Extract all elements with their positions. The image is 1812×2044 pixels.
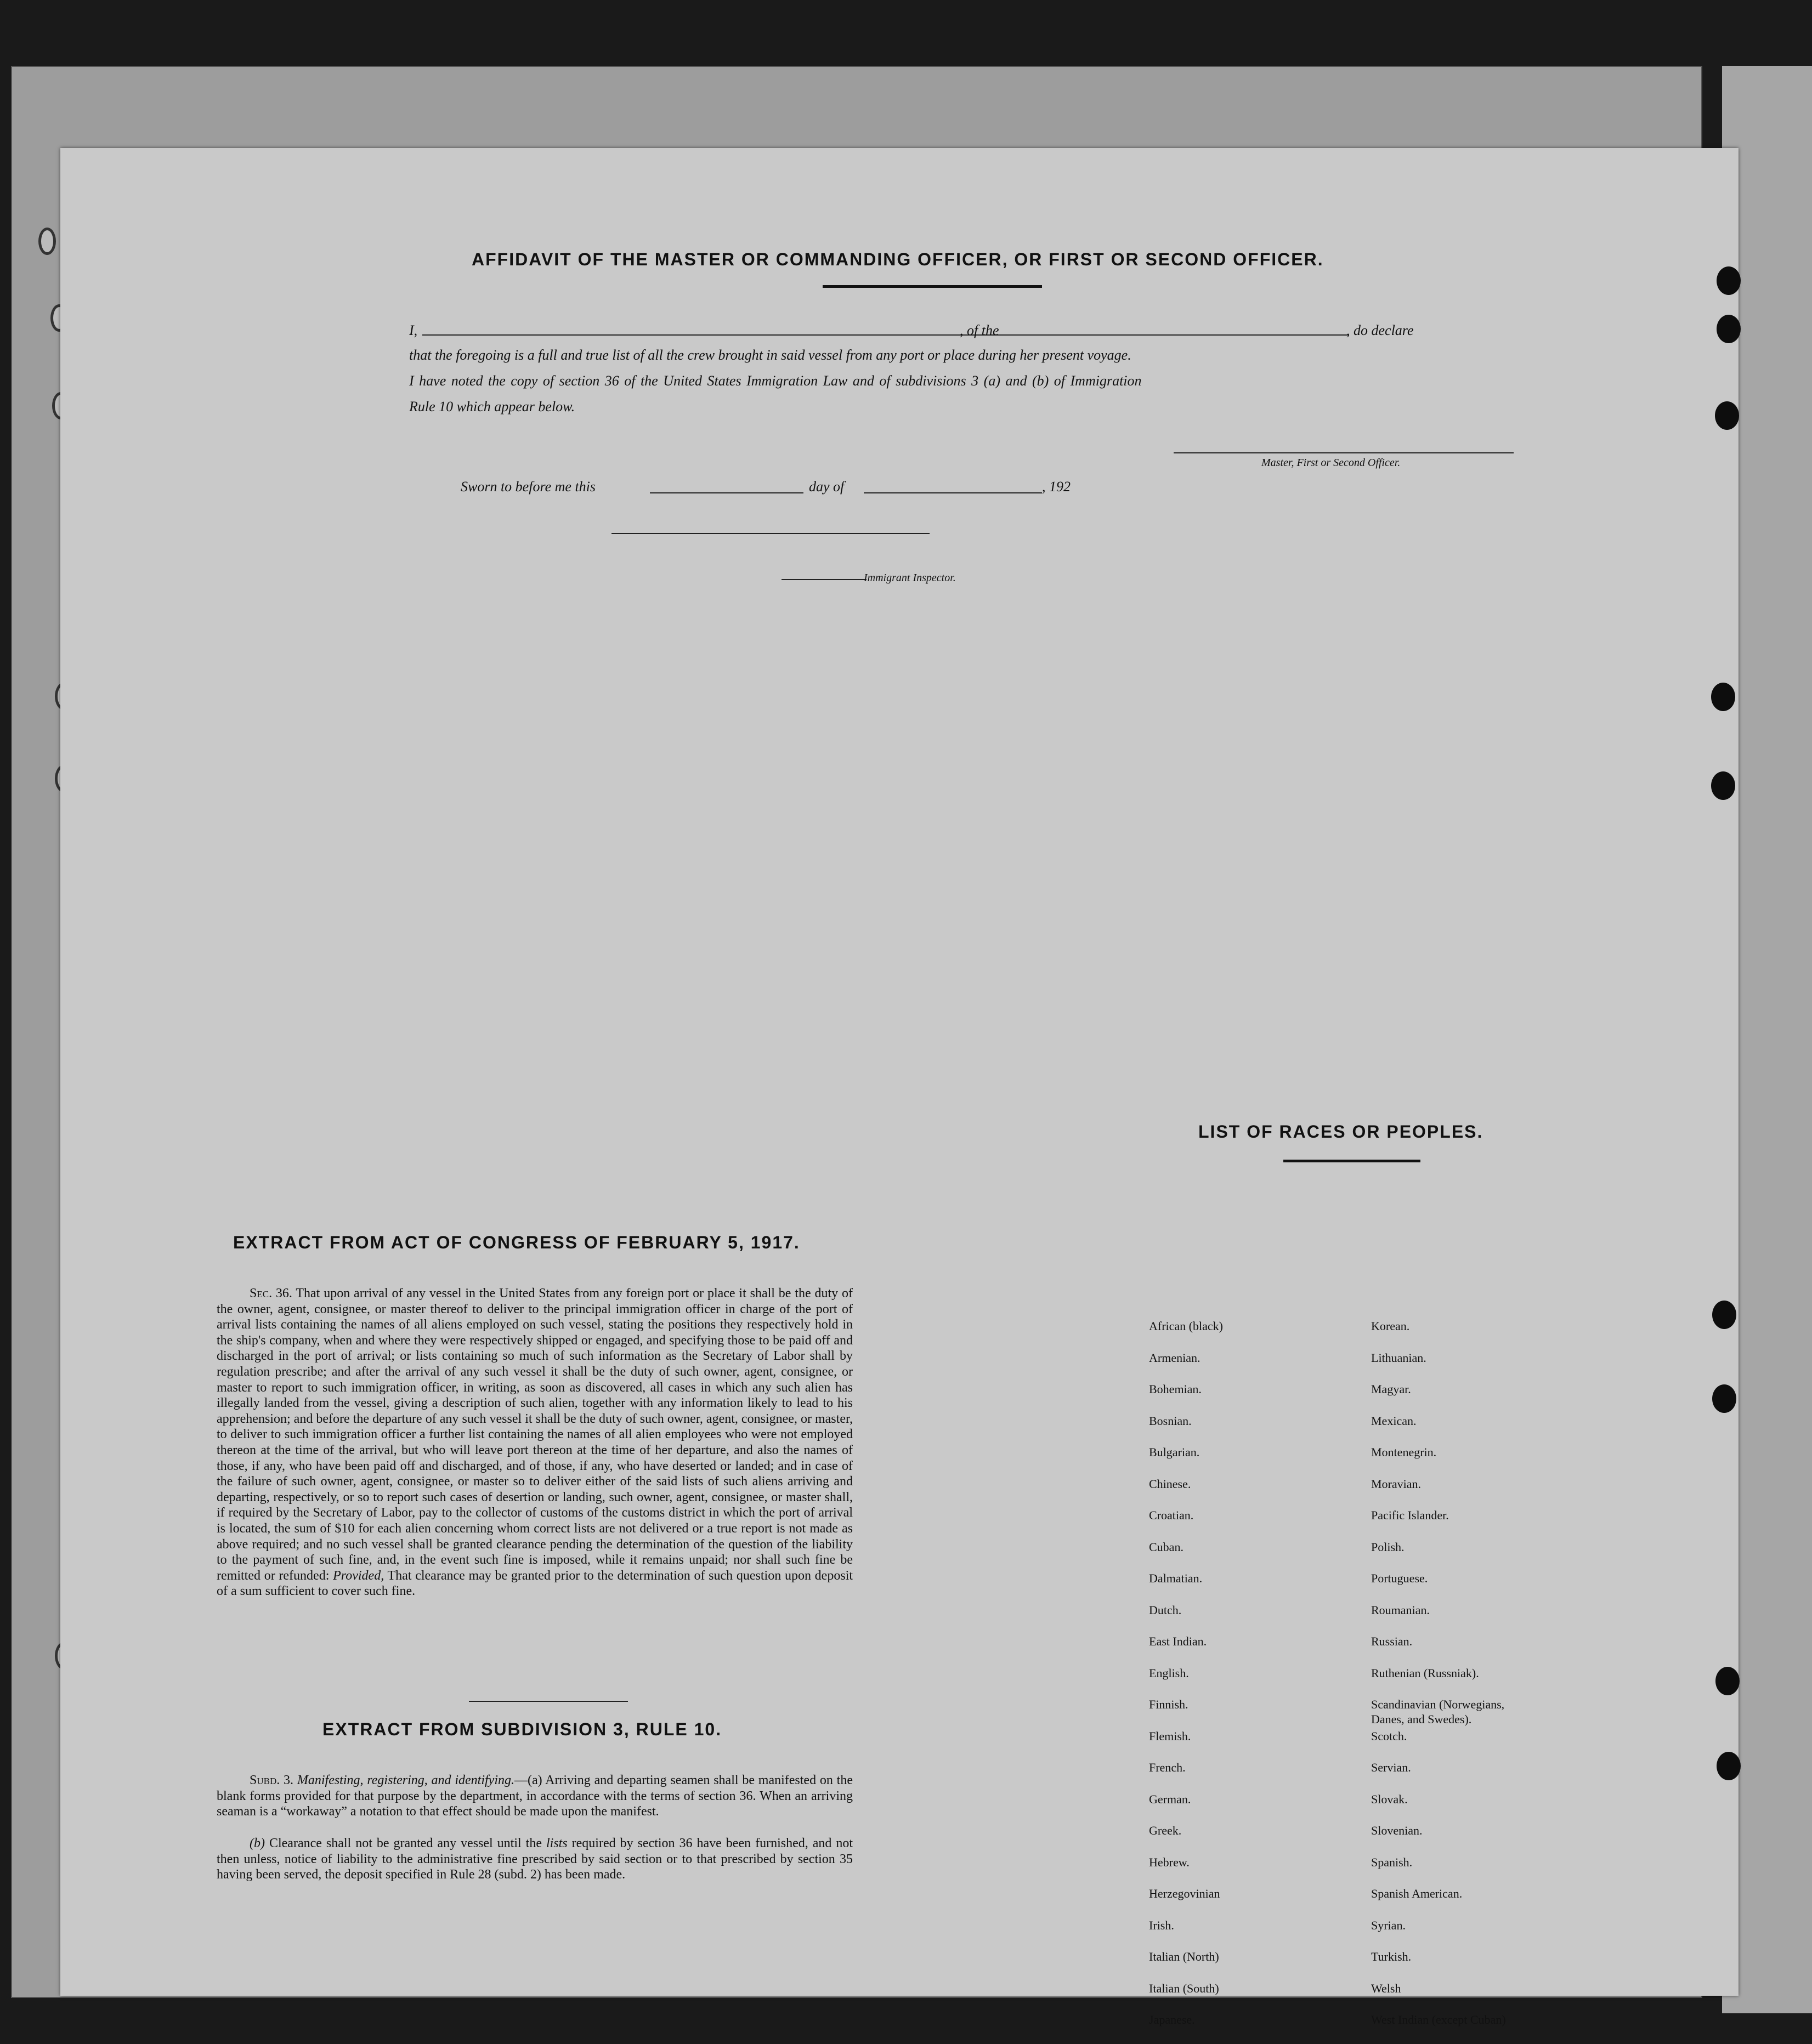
- extract2-title: EXTRACT FROM SUBDIVISION 3, RULE 10.: [322, 1719, 722, 1739]
- sworn-label: Sworn to before me this: [461, 479, 596, 495]
- vessel-blank[interactable]: [1015, 334, 1349, 336]
- section-36-body: That upon arrival of any vessel in the United States from any foreign port or place it shall be the duty of the owner, agent, consignee, or master thereof to deliver to the principal immigration officer in charge of the port of arrival lists containing the names of all aliens employed on such vessel, stating the positions they respectively hold in the ship's company, when and where they were respectively shipped or engaged, and specifying those to be paid off and discharged in the port of arrival; or lists containing so much of such information as the Secretary of Labor shall by regulation prescribe; and after the arrival of any such vessel it shall be the duty of such owner, agent, consignee, or master to report to such immigration officer, in writing, as soon as discovered, all cases in which any such alien has illegally landed from the vessel, giving a description of such alien, together with any information likely to lead to his apprehension; and before the departure of any such vessel it shall be the duty of such owner, agent, consignee, or master, to deliver to such immigration officer a further list containing the names of all alien employees who were not employed thereon at the time of the arrival, but who will leave port thereon at the time of her departure, and also the names of those, if any, who have been paid off and discharged, and of those, if any, who have deserted or landed; and in case of the failure of such owner, agent, consignee, or master so to deliver either of the said lists of such aliens arriving and departing, respectively, or so to report such cases of desertion or landing, such owner, agent, consignee, or master shall, if required by the Secretary of Labor, pay to the collector of customs of the customs district in which the port of arrival is located, the sum of $10 for each alien concerning whom correct lists are not delivered or a true report is not made as above required; and no such vessel shall be granted clearance pending the determination of the question of the liability to the payment of such fine, and, in the event such fine is imposed, while it remains unpaid; nor shall such fine be remitted or refunded:: [217, 1286, 853, 1583]
- race-item: Lithuanian.: [1371, 1350, 1426, 1365]
- race-item: Italian (North): [1149, 1950, 1219, 1963]
- race-item: West Indian (except Cuban): [1371, 2013, 1506, 2026]
- race-item: African (black): [1149, 1319, 1223, 1333]
- race-item: Spanish American.: [1371, 1887, 1463, 1900]
- section-36-text: [217, 1286, 853, 1599]
- race-item: Dutch.: [1149, 1603, 1182, 1617]
- punch-hole: [1717, 315, 1741, 343]
- race-item: Spanish.: [1371, 1855, 1413, 1869]
- inspector-label: Immigrant Inspector.: [864, 572, 956, 584]
- lists-word: lists: [546, 1836, 568, 1850]
- day-of-label: day of: [809, 479, 845, 495]
- race-item: Syrian.: [1371, 1918, 1406, 1932]
- affidavit-body-2: I have noted the copy of section 36 of the United States Immigration Law and of subdivisions 3 (a) and (b) of Immigration: [409, 373, 1142, 389]
- race-item: Bulgarian.: [1149, 1445, 1200, 1459]
- race-item: Turkish.: [1371, 1950, 1412, 1963]
- race-item: Pacific Islander.: [1371, 1508, 1449, 1522]
- master-signature-line[interactable]: [1174, 452, 1514, 453]
- subdivision-3-b-text: [217, 1836, 853, 1883]
- sworn-day-blank[interactable]: [650, 492, 803, 493]
- punch-hole: [1715, 1667, 1740, 1695]
- races-column-1: [1149, 1319, 1379, 2044]
- punch-hole: [1712, 1384, 1736, 1413]
- race-item: Polish.: [1371, 1540, 1405, 1554]
- b-label: (b): [250, 1836, 265, 1850]
- race-item: Herzegovinian: [1149, 1887, 1220, 1900]
- race-item: Mexican.: [1371, 1413, 1417, 1428]
- name-blank[interactable]: [422, 334, 1015, 336]
- b-text-1: Clearance shall not be granted any vessel until the: [269, 1836, 542, 1850]
- inspector-signature-line[interactable]: [611, 533, 930, 534]
- race-item: Irish.: [1149, 1918, 1174, 1932]
- race-item: English.: [1149, 1666, 1189, 1680]
- races-column-2: [1371, 1319, 1601, 2044]
- race-item: German.: [1149, 1792, 1191, 1806]
- race-item: East Indian.: [1149, 1634, 1207, 1648]
- race-item: Russian.: [1371, 1634, 1413, 1648]
- race-item: Korean.: [1371, 1319, 1410, 1333]
- punch-hole: [1711, 683, 1735, 711]
- provided-label: Provided,: [333, 1568, 384, 1583]
- race-item: Bohemian.: [1149, 1382, 1202, 1396]
- race-item: Finnish.: [1149, 1697, 1188, 1711]
- race-item: Cuban.: [1149, 1540, 1184, 1554]
- section-36-end: That clearance may be granted prior to the determination of such question upon deposit of a sum sufficient to cover such fine.: [217, 1568, 853, 1599]
- races-title: LIST OF RACES OR PEOPLES.: [1198, 1122, 1483, 1142]
- race-item: Servian.: [1371, 1761, 1411, 1774]
- race-item: Ruthenian (Russniak).: [1371, 1666, 1479, 1680]
- race-item: Montenegrin.: [1371, 1445, 1437, 1459]
- race-item: Slovak.: [1371, 1792, 1408, 1806]
- b-text-2: required by section 36 have been furnished, and not then unless, notice of liability to the administrative fine prescribed by said section or to that prescribed by section 35 having been served, the deposit specified in Rule 28 (subd. 2) has been made.: [217, 1836, 853, 1882]
- subdivision-3-label: Subd. 3.: [250, 1773, 294, 1787]
- subdivision-3-heading: Manifesting, registering, and identifying.: [297, 1773, 514, 1787]
- affidavit-i: I,: [409, 322, 418, 338]
- inspector-short-line: [782, 579, 867, 580]
- race-item: Slovenian.: [1371, 1824, 1423, 1837]
- race-item: Scotch.: [1371, 1729, 1407, 1743]
- race-item: Portuguese.: [1371, 1571, 1428, 1585]
- race-item: Welsh: [1371, 1981, 1401, 1995]
- punch-hole: [1711, 771, 1735, 800]
- race-item: Chinese.: [1149, 1477, 1191, 1491]
- race-item: Bosnian.: [1149, 1413, 1192, 1428]
- affidavit-body-1: that the foregoing is a full and true list of all the crew brought in said vessel from any port or place during her present voyage.: [409, 347, 1131, 363]
- title-underline: [823, 285, 1042, 288]
- race-item: Dalmatian.: [1149, 1571, 1203, 1585]
- affidavit-do-declare: , do declare: [1346, 322, 1414, 338]
- affidavit-title: AFFIDAVIT OF THE MASTER OR COMMANDING OFFICER, OR FIRST OR SECOND OFFICER.: [472, 249, 1324, 269]
- subdivision-3-text: [217, 1773, 853, 1820]
- subdivision-3-a: —(a) Arriving and departing seamen shall be manifested on the blank forms provided for that purpose by the department, in accordance with the terms of section 36. When an arriving seaman is a “workaway” a notation to that effect should be made upon the manifest.: [217, 1773, 853, 1819]
- race-item: Roumanian.: [1371, 1603, 1430, 1617]
- sworn-month-blank[interactable]: [864, 492, 1042, 493]
- race-item: Armenian.: [1149, 1350, 1201, 1365]
- race-item: Scandinavian (Norwegians, Danes, and Swedes).: [1371, 1697, 1505, 1726]
- binder-hole: [38, 228, 56, 255]
- section-36-label: Sec. 36.: [250, 1286, 292, 1301]
- race-item: Hebrew.: [1149, 1855, 1190, 1869]
- race-item: Croatian.: [1149, 1508, 1194, 1522]
- race-item: French.: [1149, 1761, 1186, 1774]
- affidavit-body-3: Rule 10 which appear below.: [409, 399, 575, 415]
- race-item: Moravian.: [1371, 1477, 1422, 1491]
- master-label: Master, First or Second Officer.: [1261, 457, 1401, 469]
- extract-divider: [469, 1701, 628, 1702]
- punch-hole: [1712, 1301, 1736, 1329]
- manifest-page: [60, 148, 1739, 2026]
- race-item: Magyar.: [1371, 1382, 1411, 1396]
- race-item: Italian (South): [1149, 1981, 1219, 1995]
- race-item: Greek.: [1149, 1824, 1182, 1837]
- races-underline: [1283, 1160, 1420, 1162]
- affidavit-of-the: , of the: [960, 322, 999, 338]
- punch-hole: [1717, 266, 1741, 295]
- race-item: Flemish.: [1149, 1729, 1191, 1743]
- punch-hole: [1717, 1752, 1741, 1780]
- extract1-title: EXTRACT FROM ACT OF CONGRESS OF FEBRUARY 5, 1917.: [233, 1233, 800, 1252]
- punch-hole: [1715, 401, 1739, 430]
- year-label: , 192: [1042, 479, 1071, 495]
- race-item: Japanese.: [1149, 2013, 1195, 2026]
